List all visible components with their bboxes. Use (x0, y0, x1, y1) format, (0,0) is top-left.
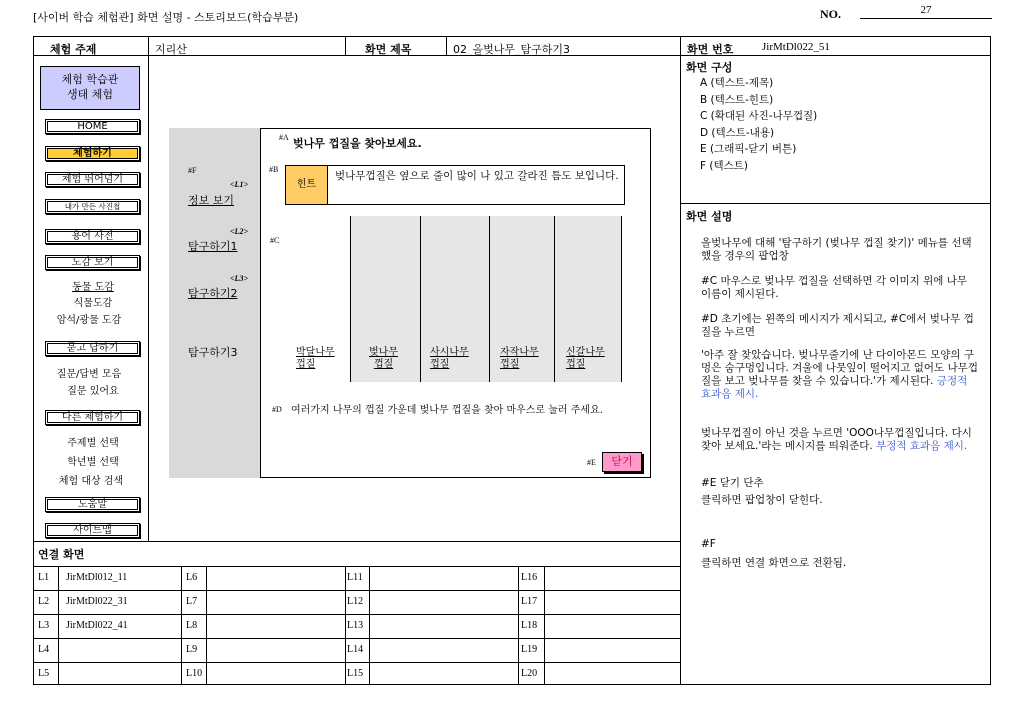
nav-album-button[interactable]: 내가 만든 사진첩 (45, 199, 140, 214)
nav-search-link[interactable]: 체험 대상 검색 (58, 476, 124, 487)
nav-grade-link[interactable]: 학년별 선택 (67, 457, 119, 468)
bark-label-1: 박달나무 껍질 (296, 347, 335, 370)
divider (345, 36, 346, 56)
nav-other-button[interactable]: 다른 체험하기 (45, 410, 140, 425)
screen-no-value: JirMtDl022_51 (762, 41, 830, 53)
composition-item: E (그래픽-닫기 버튼) (700, 143, 797, 155)
table-cell: L10 (186, 668, 203, 679)
screen-no-label: 화면 번호 (687, 43, 734, 56)
subject-value: 지리산 (155, 43, 187, 56)
desc-paragraph-5 (701, 427, 979, 453)
table-cell: L15 (347, 668, 364, 679)
nav-skip-button[interactable]: 체험 뛰어넘기 (45, 172, 140, 187)
composition-list (700, 75, 817, 174)
table-cell: L20 (521, 668, 538, 679)
nav-question-link[interactable]: 질문 있어요 (67, 386, 119, 397)
side-link-explore3: 탐구하기3 (188, 346, 238, 359)
table-cell: L13 (347, 620, 364, 631)
row-divider (33, 590, 680, 591)
link-tag-l2: <L2> (230, 227, 249, 236)
table-cell: JirMtDl022_31 (66, 596, 128, 607)
document-title: [사이버 학습 체험관] 화면 설명 - 스토리보드(학습부분) (33, 11, 299, 24)
instruction-text: 여러가지 나무의 껍질 가운데 벚나무 껍질을 찾아 마우스로 눌러 주세요. (291, 405, 603, 416)
table-cell: L11 (347, 572, 363, 583)
screen-title-label: 화면 제목 (365, 43, 412, 56)
table-cell: L17 (521, 596, 538, 607)
composition-item: F (텍스트) (700, 159, 748, 172)
negative-sound-note: 부정적 효과음 제시. (876, 440, 968, 452)
link-tag-l3: <L3> (230, 274, 249, 283)
table-cell: L12 (347, 596, 364, 607)
col-divider (345, 566, 346, 685)
hint-text: 벚나무껍질은 옆으로 줄이 많이 나 있고 갈라진 틈도 보입니다. (335, 170, 619, 182)
nav-experience-button[interactable]: 체험하기 (45, 146, 140, 161)
nav-qa-collection-link[interactable]: 질문/답변 모음 (56, 369, 122, 380)
col-divider (206, 566, 207, 685)
linked-screens-label: 연결 화면 (38, 548, 85, 561)
page-number-label: NO. (820, 7, 841, 21)
desc-text: 벚나무껍질이 아닌 것을 누르면 'OOO나무껍질입니다. 다시 찾아 보세요.'라는 메시지를 띄워준다. (701, 427, 972, 452)
positive-sound-note: 긍정적 효과음 제시. (701, 375, 968, 400)
nav-help-button[interactable]: 도움말 (45, 497, 140, 512)
nav-plant-link[interactable]: 식물도감 (73, 298, 113, 309)
right-column-divider (680, 36, 681, 685)
desc-paragraph-6a: #E 닫기 단추 (701, 477, 764, 489)
table-cell: L7 (186, 596, 198, 607)
table-cell: L1 (38, 572, 50, 583)
side-link-info[interactable]: 정보 보기 (188, 194, 235, 207)
marker-d: #D (272, 405, 282, 414)
table-top-border (33, 541, 680, 542)
row-divider (33, 614, 680, 615)
table-cell: L9 (186, 644, 198, 655)
nav-rock-link[interactable]: 암석/광물 도감 (56, 315, 122, 326)
nav-category-box: 체험 학습관 생태 체험 (40, 66, 140, 110)
bark-label-2: 벚나무 껍질 (369, 347, 398, 370)
col-divider (369, 566, 370, 685)
table-cell: L18 (521, 620, 538, 631)
table-cell: L14 (347, 644, 364, 655)
desc-paragraph-2: #C 마우스로 벚나무 껍질을 선택하면 각 이미지 위에 나무 이름이 제시된다. (701, 275, 967, 300)
table-cell: L2 (38, 596, 50, 607)
popup-title: 벚나무 껍질을 찾아보세요. (293, 137, 422, 150)
table-cell: L5 (38, 668, 50, 679)
description-label: 화면 설명 (686, 210, 733, 223)
nav-guide-button[interactable]: 도감 보기 (45, 255, 140, 270)
close-button[interactable]: 닫기 (602, 452, 642, 472)
subject-label: 체험 주제 (50, 43, 97, 56)
composition-item: C (확대된 사진-나무껍질) (700, 110, 818, 122)
marker-a: #A (279, 133, 289, 142)
col-divider (544, 566, 545, 685)
table-cell: L6 (186, 572, 198, 583)
desc-paragraph-1: 올벚나무에 대해 '탐구하기 (벚나무 껍질 찾기)' 메뉴를 선택했을 경우의 팝업창 (701, 237, 972, 262)
marker-e: #E (587, 458, 596, 467)
nav-home-button[interactable]: HOME (45, 119, 140, 134)
row-divider (33, 662, 680, 663)
table-cell: JirMtDl012_11 (66, 572, 128, 583)
col-divider (58, 566, 59, 685)
desc-paragraph-6b: 클릭하면 팝업창이 닫힌다. (701, 494, 823, 506)
composition-label: 화면 구성 (686, 61, 733, 74)
page-number-value: 27 (860, 4, 992, 19)
desc-text: '아주 잘 찾았습니다. 벚나무줄기에 난 다이아몬드 모양의 구멍은 숨구멍입니다. 겨울에 나뭇잎이 떨어지고 없어도 나무껍질을 보고 벚나무를 찾을 수 있습니다.'가 제시된다. (701, 349, 978, 387)
divider (148, 36, 149, 56)
link-tag-l1: <L1> (230, 180, 249, 189)
right-divider (680, 203, 991, 204)
row-divider (33, 638, 680, 639)
nav-sitemap-button[interactable]: 사이트맵 (45, 523, 140, 538)
bark-label-4: 자작나무 껍질 (500, 347, 539, 370)
divider (446, 36, 447, 56)
desc-paragraph-3: #D 초기에는 왼쪽의 메시지가 제시되고, #C에서 벚나무 껍질을 누르면 (701, 313, 974, 338)
col-divider (518, 566, 519, 685)
hint-button[interactable]: 힌트 (286, 166, 328, 204)
nav-dictionary-button[interactable]: 용어 사전 (45, 229, 140, 244)
table-cell: L3 (38, 620, 50, 631)
table-cell: JirMtDl022_41 (66, 620, 128, 631)
table-cell: L19 (521, 644, 538, 655)
marker-c: #C (270, 236, 280, 245)
composition-item: D (텍스트-내용) (700, 126, 775, 139)
screen-title-value: 02_올벚나무_탐구하기3 (453, 43, 571, 56)
side-link-explore1[interactable]: 탐구하기1 (188, 240, 238, 253)
desc-paragraph-7b: 클릭하면 연결 화면으로 전환됨. (701, 557, 847, 569)
table-cell: L4 (38, 644, 50, 655)
side-link-explore2[interactable]: 탐구하기2 (188, 287, 238, 300)
marker-b: #B (269, 165, 279, 174)
table-cell: L8 (186, 620, 198, 631)
table-cell: L16 (521, 572, 538, 583)
bark-label-5: 신갈나무 껍질 (566, 347, 605, 370)
marker-f: #F (188, 166, 197, 175)
nav-qna-button[interactable]: 묻고 답하기 (45, 341, 140, 356)
desc-paragraph-7a: #F (701, 538, 716, 550)
desc-paragraph-4 (701, 349, 979, 401)
row-divider (33, 566, 680, 567)
composition-item: A (텍스트-제목) (700, 77, 774, 89)
nav-animal-link[interactable]: 동물 도감 (72, 282, 114, 293)
nav-topic-link[interactable]: 주제별 선택 (67, 438, 119, 449)
composition-item: B (텍스트-힌트) (700, 93, 774, 106)
col-divider (181, 566, 182, 685)
bark-label-3: 사시나무 껍질 (430, 347, 469, 370)
